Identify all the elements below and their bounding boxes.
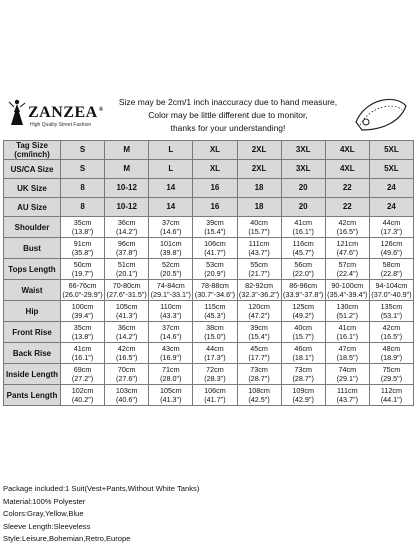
size-cell: 22 — [325, 179, 369, 198]
inch-value: (13.8") — [71, 227, 94, 236]
cm-value: 51cm — [117, 259, 136, 269]
package-info: Package included:1 Suit(Vest+Pants,Without White Tanks) — [3, 484, 200, 493]
size-header-row — [4, 141, 414, 160]
measurement-cell — [237, 280, 281, 301]
measurement-cell — [61, 385, 105, 406]
size-cell: 4XL — [325, 141, 369, 160]
measurement-row — [4, 217, 414, 238]
cm-value: 41cm — [338, 322, 357, 332]
size-cell: 16 — [193, 198, 237, 217]
cm-value: 42cm — [117, 343, 136, 353]
size-cell: S — [61, 141, 105, 160]
measurement-row — [4, 259, 414, 280]
inch-value: (40.2") — [71, 395, 94, 404]
measurement-row — [4, 238, 414, 259]
cm-value: 36cm — [117, 217, 136, 227]
inch-value: (27.6") — [116, 374, 138, 383]
inch-value: (17.7") — [248, 353, 270, 362]
inch-value: (22.0") — [292, 269, 314, 278]
size-cell: 24 — [369, 198, 413, 217]
measurement-cell — [369, 238, 413, 259]
measurement-cell — [61, 238, 105, 259]
measurement-cell — [237, 322, 281, 343]
cm-value: 66-76cm — [68, 280, 97, 290]
size-cell: 5XL — [369, 160, 413, 179]
measurement-cell — [193, 217, 237, 238]
measurement-cell — [281, 301, 325, 322]
inch-value: (14.2") — [116, 227, 138, 236]
measurement-cell — [105, 385, 149, 406]
size-chart-table — [3, 140, 414, 406]
measurement-cell — [369, 385, 413, 406]
cm-value: 105cm — [115, 301, 138, 311]
inch-value: (15.7") — [248, 227, 270, 236]
cm-value: 42cm — [382, 322, 401, 332]
cm-value: 70cm — [117, 364, 136, 374]
cm-value: 44cm — [206, 343, 224, 353]
row-label: AU Size — [4, 198, 61, 217]
size-cell: 8 — [61, 179, 105, 198]
measurement-cell — [237, 238, 281, 259]
inch-value: (14.2") — [116, 332, 138, 341]
measurement-cell — [61, 364, 105, 385]
measurement-cell — [105, 301, 149, 322]
row-label: Bust — [4, 238, 61, 259]
inch-value: (41.3") — [160, 395, 182, 404]
inch-value: (39.8") — [160, 248, 182, 257]
measurement-cell — [325, 217, 369, 238]
measurement-notes — [108, 96, 348, 135]
cm-value: 120cm — [248, 301, 270, 311]
row-label: UK Size — [4, 179, 61, 198]
size-cell: 14 — [149, 179, 193, 198]
cm-value: 74cm — [338, 364, 357, 374]
cm-value: 82-92cm — [245, 280, 274, 290]
inch-value: (29.1"-33.1") — [150, 290, 191, 299]
inch-value: (41.3") — [116, 311, 138, 320]
inch-value: (32.3"-36.2") — [238, 290, 280, 299]
measuring-tape-icon — [352, 92, 410, 134]
inch-value: (22.8") — [380, 269, 403, 278]
measurement-cell — [325, 385, 369, 406]
inch-value: (13.8") — [71, 332, 94, 341]
measurement-cell — [105, 238, 149, 259]
inch-value: (22.4") — [336, 269, 358, 278]
inch-value: (39.4") — [71, 311, 94, 320]
cm-value: 73cm — [250, 364, 268, 374]
measurement-cell — [325, 259, 369, 280]
cm-value: 111cm — [337, 385, 358, 395]
cm-value: 125cm — [292, 301, 314, 311]
row-label: Tag Size (cm/inch) — [4, 141, 61, 160]
inch-value: (17.3") — [204, 353, 226, 362]
colors-info: Colors:Gray,Yellow,Blue — [3, 509, 84, 519]
measurement-cell — [281, 343, 325, 364]
size-cell: 2XL — [237, 141, 281, 160]
cm-value: 44cm — [382, 217, 401, 227]
row-label: US/CA Size — [4, 160, 61, 179]
measurement-cell — [325, 301, 369, 322]
inch-value: (43.7") — [248, 248, 270, 257]
measurement-cell — [149, 259, 193, 280]
cm-value: 126cm — [380, 238, 403, 248]
measurement-cell — [369, 259, 413, 280]
cm-value: 39cm — [250, 322, 268, 332]
inch-value: (45.7") — [292, 248, 314, 257]
cm-value: 43cm — [162, 343, 180, 353]
measurement-cell — [325, 364, 369, 385]
cm-value: 69cm — [73, 364, 92, 374]
measurement-cell — [61, 280, 105, 301]
cm-value: 35cm — [73, 322, 92, 332]
inch-value: (40.6") — [116, 395, 138, 404]
inch-value: (18.1") — [292, 353, 314, 362]
cm-value: 73cm — [294, 364, 312, 374]
measurement-cell — [237, 301, 281, 322]
size-cell: M — [105, 160, 149, 179]
measurement-row — [4, 301, 414, 322]
cm-value: 74-84cm — [156, 280, 185, 290]
cm-value: 110cm — [160, 301, 182, 311]
inch-value: (21.7") — [248, 269, 270, 278]
measurement-cell — [105, 364, 149, 385]
fashion-figure-icon — [6, 98, 28, 128]
size-cell: 10-12 — [105, 179, 149, 198]
cm-value: 46cm — [294, 343, 312, 353]
measurement-cell — [281, 364, 325, 385]
cm-value: 58cm — [382, 259, 401, 269]
cm-value: 47cm — [338, 343, 357, 353]
cm-value: 72cm — [206, 364, 224, 374]
inch-value: (16.1") — [336, 332, 358, 341]
measurement-cell — [149, 385, 193, 406]
sleeve-info: Sleeve Length:Sleeveless — [3, 521, 91, 531]
cm-value: 52cm — [162, 259, 180, 269]
cm-value: 90-100cm — [331, 280, 364, 290]
cm-value: 101cm — [160, 238, 182, 248]
measurement-cell — [149, 343, 193, 364]
inch-value: (47.2") — [248, 311, 270, 320]
size-cell: 18 — [237, 179, 281, 198]
measurement-cell — [369, 280, 413, 301]
inch-value: (29.1") — [336, 374, 358, 383]
cm-value: 40cm — [250, 217, 268, 227]
brand-logo — [6, 98, 106, 132]
measurement-cell — [149, 364, 193, 385]
measurement-cell — [369, 343, 413, 364]
cm-value: 130cm — [336, 301, 359, 311]
product-details — [3, 483, 199, 546]
cm-value: 40cm — [294, 322, 312, 332]
measurement-cell — [281, 238, 325, 259]
measurement-cell — [61, 343, 105, 364]
measurement-cell — [325, 238, 369, 259]
size-cell: 22 — [325, 198, 369, 217]
measurement-cell — [105, 259, 149, 280]
cm-value: 45cm — [250, 343, 268, 353]
cm-value: 106cm — [204, 385, 226, 395]
measurement-cell — [325, 280, 369, 301]
row-label: Front Rise — [4, 322, 61, 343]
inch-value: (16.1") — [71, 353, 94, 362]
cm-value: 102cm — [71, 385, 94, 395]
inch-value: (15.4") — [248, 332, 270, 341]
measurement-cell — [61, 301, 105, 322]
measurement-cell — [105, 343, 149, 364]
measurement-cell — [193, 322, 237, 343]
row-label: Shoulder — [4, 217, 61, 238]
inch-value: (26.0"-29.9") — [62, 290, 103, 299]
size-cell: XL — [193, 160, 237, 179]
cm-value: 103cm — [115, 385, 138, 395]
size-cell: 16 — [193, 179, 237, 198]
row-label: Inside Length — [4, 364, 61, 385]
cm-value: 57cm — [338, 259, 357, 269]
cm-value: 37cm — [162, 217, 180, 227]
measurement-cell — [149, 322, 193, 343]
inch-value: (29.5") — [380, 374, 403, 383]
measurement-cell — [193, 364, 237, 385]
measurement-cell — [369, 364, 413, 385]
brand-tagline: High Quality Street Fashion — [30, 122, 92, 128]
inch-value: (18.5") — [336, 353, 358, 362]
size-cell: L — [149, 160, 193, 179]
inch-value: (42.9") — [292, 395, 314, 404]
measurement-cell — [105, 280, 149, 301]
inch-value: (14.6") — [160, 332, 182, 341]
inch-value: (16.5") — [116, 353, 138, 362]
row-label: Pants Length — [4, 385, 61, 406]
cm-value: 53cm — [206, 259, 224, 269]
inch-value: (43.3") — [160, 311, 182, 320]
cm-value: 41cm — [73, 343, 92, 353]
cm-value: 71cm — [162, 364, 180, 374]
inch-value: (44.1") — [380, 395, 403, 404]
inch-value: (28.3") — [204, 374, 226, 383]
inch-value: (16.1") — [292, 227, 314, 236]
cm-value: 37cm — [162, 322, 180, 332]
inch-value: (27.6"-31.5") — [106, 290, 147, 299]
measurement-cell — [281, 259, 325, 280]
cm-value: 50cm — [73, 259, 92, 269]
measurement-cell — [61, 259, 105, 280]
inch-value: (16.5") — [380, 332, 403, 341]
inch-value: (20.1") — [116, 269, 138, 278]
size-cell: XL — [193, 141, 237, 160]
size-cell: 18 — [237, 198, 281, 217]
row-label: Hip — [4, 301, 61, 322]
measurement-cell — [237, 343, 281, 364]
cm-value: 108cm — [248, 385, 270, 395]
measurement-cell — [281, 322, 325, 343]
cm-value: 75cm — [382, 364, 401, 374]
cm-value: 38cm — [206, 322, 224, 332]
size-header-row — [4, 198, 414, 217]
measurement-row — [4, 385, 414, 406]
measurement-cell — [237, 259, 281, 280]
note-line: thanks for your understanding! — [170, 123, 286, 133]
cm-value: 56cm — [294, 259, 312, 269]
inch-value: (17.3") — [380, 227, 403, 236]
measurement-cell — [281, 385, 325, 406]
measurement-cell — [325, 343, 369, 364]
measurement-cell — [193, 343, 237, 364]
measurement-cell — [105, 322, 149, 343]
size-cell: 20 — [281, 179, 325, 198]
size-cell: 24 — [369, 179, 413, 198]
measurement-cell — [369, 217, 413, 238]
material-info: Material:100% Polyester — [3, 496, 86, 506]
measurement-cell — [237, 385, 281, 406]
header — [0, 92, 416, 136]
measurement-cell — [149, 217, 193, 238]
measurement-cell — [149, 301, 193, 322]
cm-value: 36cm — [117, 322, 136, 332]
measurement-cell — [325, 322, 369, 343]
measurement-cell — [193, 280, 237, 301]
measurement-cell — [369, 322, 413, 343]
size-cell: 20 — [281, 198, 325, 217]
measurement-row — [4, 322, 414, 343]
measurement-cell — [369, 301, 413, 322]
cm-value: 111cm — [248, 238, 270, 248]
row-label: Waist — [4, 280, 61, 301]
size-cell: 8 — [61, 198, 105, 217]
measurement-cell — [281, 280, 325, 301]
inch-value: (49.2") — [292, 311, 314, 320]
measurement-cell — [193, 259, 237, 280]
row-label: Back Rise — [4, 343, 61, 364]
cm-value: 91cm — [73, 238, 92, 248]
measurement-cell — [105, 217, 149, 238]
cm-value: 106cm — [204, 238, 226, 248]
measurement-cell — [149, 238, 193, 259]
cm-value: 78-88cm — [200, 280, 229, 290]
measurement-cell — [281, 217, 325, 238]
inch-value: (42.5") — [248, 395, 270, 404]
cm-value: 109cm — [292, 385, 314, 395]
cm-value: 55cm — [250, 259, 268, 269]
inch-value: (45.3") — [204, 311, 226, 320]
size-cell: 3XL — [281, 160, 325, 179]
measurement-cell — [61, 322, 105, 343]
size-cell: S — [61, 160, 105, 179]
cm-value: 115cm — [204, 301, 226, 311]
inch-value: (49.6") — [380, 248, 403, 257]
cm-value: 135cm — [380, 301, 403, 311]
inch-value: (15.0") — [204, 332, 226, 341]
inch-value: (20.9") — [204, 269, 226, 278]
measurement-cell — [193, 301, 237, 322]
cm-value: 35cm — [73, 217, 92, 227]
inch-value: (28.0") — [160, 374, 182, 383]
inch-value: (51.2") — [336, 311, 358, 320]
inch-value: (35.4"-39.4") — [327, 290, 368, 299]
cm-value: 105cm — [160, 385, 182, 395]
size-cell: L — [149, 141, 193, 160]
size-cell: 2XL — [237, 160, 281, 179]
measurement-row — [4, 364, 414, 385]
cm-value: 96cm — [117, 238, 136, 248]
size-cell: 4XL — [325, 160, 369, 179]
inch-value: (16.5") — [336, 227, 358, 236]
inch-value: (43.7") — [336, 395, 358, 404]
inch-value: (28.7") — [292, 374, 314, 383]
row-label: Tops Length — [4, 259, 61, 280]
style-info: Style:Leisure,Bohemian,Retro,Europe — [3, 534, 131, 544]
inch-value: (14.6") — [160, 227, 182, 236]
size-cell: 10-12 — [105, 198, 149, 217]
measurement-row — [4, 280, 414, 301]
inch-value: (37.8") — [116, 248, 138, 257]
measurement-cell — [61, 217, 105, 238]
brand-name: ZANZEA® — [28, 104, 104, 121]
inch-value: (15.4") — [204, 227, 226, 236]
cm-value: 121cm — [336, 238, 359, 248]
measurement-cell — [237, 217, 281, 238]
inch-value: (33.9"-37.8") — [283, 290, 324, 299]
cm-value: 48cm — [382, 343, 401, 353]
cm-value: 86-96cm — [289, 280, 318, 290]
size-header-row — [4, 179, 414, 198]
inch-value: (19.7") — [71, 269, 94, 278]
cm-value: 39cm — [206, 217, 224, 227]
cm-value: 94-104cm — [375, 280, 408, 290]
inch-value: (28.7") — [248, 374, 270, 383]
inch-value: (41.7") — [204, 395, 226, 404]
inch-value: (20.5") — [160, 269, 182, 278]
cm-value: 41cm — [294, 217, 312, 227]
inch-value: (27.2") — [71, 374, 94, 383]
cm-value: 70-80cm — [112, 280, 141, 290]
measurement-cell — [193, 385, 237, 406]
inch-value: (30.7"-34.6") — [194, 290, 236, 299]
cm-value: 100cm — [71, 301, 94, 311]
size-cell: 5XL — [369, 141, 413, 160]
inch-value: (15.7") — [292, 332, 314, 341]
note-line: Color may be little different due to monitor, — [148, 110, 308, 120]
inch-value: (18.9") — [380, 353, 403, 362]
inch-value: (41.7") — [204, 248, 226, 257]
cm-value: 112cm — [380, 385, 402, 395]
cm-value: 42cm — [338, 217, 357, 227]
inch-value: (53.1") — [380, 311, 403, 320]
inch-value: (16.9") — [160, 353, 182, 362]
inch-value: (35.8") — [71, 248, 94, 257]
measurement-cell — [193, 238, 237, 259]
measurement-cell — [149, 280, 193, 301]
inch-value: (37.0"-40.9") — [371, 290, 412, 299]
size-header-row — [4, 160, 414, 179]
measurement-row — [4, 343, 414, 364]
inch-value: (47.6") — [336, 248, 358, 257]
cm-value: 116cm — [292, 238, 314, 248]
measurement-cell — [237, 364, 281, 385]
note-line: Size may be 2cm/1 inch inaccuracy due to hand measure, — [118, 97, 338, 107]
size-cell: 3XL — [281, 141, 325, 160]
size-cell: M — [105, 141, 149, 160]
size-cell: 14 — [149, 198, 193, 217]
